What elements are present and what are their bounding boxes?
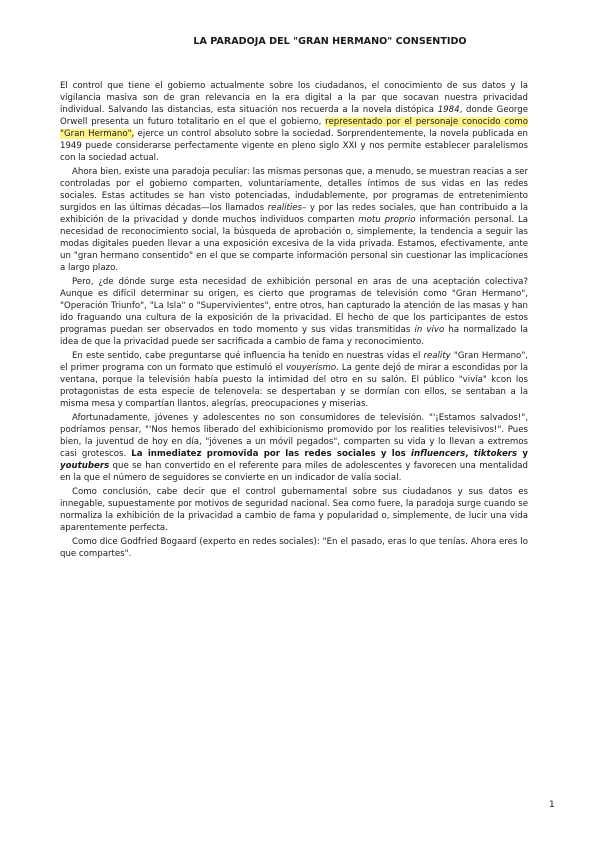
italic-term: motu proprio	[358, 215, 416, 225]
text-run: En este sentido, cabe preguntarse qué influencia ha tenido en nuestras vidas el	[72, 351, 424, 361]
text-run: ha normalizado la idea de que la privacidad puede ser sacrificada a cambio de fama y reconocimiento.	[60, 325, 528, 347]
bold-italic-term: tiktokers	[473, 449, 518, 459]
text-run: Afortunadamente, jóvenes y adolescentes no son consumidores de televisión. "'¡Estamos salvados!", podríamos pensar, "'Nos hemos liberado del exhibicionismo promovido por los realities televisivos!". Pues bien, la juventud de hoy en día, "jóvenes a un móvil pegados", comparten su vida y lo llevan a extremos casi grotescos.	[60, 413, 528, 459]
page-number: 1	[549, 800, 555, 810]
text-run: ejerce un control absoluto sobre la sociedad. Sorprendentemente, la novela publicada en 1949 puede considerarse perfectamente vigente en pleno siglo XXI y nos permite establecer paralelismos con la sociedad actual.	[60, 129, 528, 163]
paragraph-2	[60, 166, 528, 274]
text-run: El control que tiene el gobierno actualmente sobre los ciudadanos, el conocimiento de sus datos y la vigilancia masiva son de gran relevancia en la era digital a la par que socavan nuestra privacidad individual. Salvando las distancias, esta situación nos recuerda a la novela distópica	[60, 81, 528, 115]
novel-title: 1984	[437, 105, 460, 115]
bold-text: ,	[465, 449, 474, 459]
italic-term: reality	[423, 351, 451, 361]
text-run: que se han convertido en el referente para miles de adolescentes y favorecen una mentalidad en la que el número de seguidores se convierte en un indicador de valía social.	[60, 461, 528, 483]
paragraph-7: Como dice Godfried Bogaard (experto en redes sociales): "En el pasado, eras lo que tenías. Ahora eres lo que compartes".	[60, 537, 528, 559]
italic-term: vouyerismo	[285, 363, 337, 373]
bold-text: La inmediatez promovida por las redes sociales y los	[131, 449, 412, 459]
document-title: LA PARADOJA DEL "GRAN HERMANO" CONSENTIDO	[193, 36, 467, 47]
text-run: Pero, ¿de dónde surge esta necesidad de exhibición personal en aras de una aceptación colectiva? Aunque es difícil determinar su origen, es cierto que programas de televisión como "Gran Hermano", "Operación Triunfo", "La Isla" o "Supervivientes", entre otros, han capturado la atención de las masas y han ido fraguando una cultura de la exposición de la privacidad. El hecho de que los participantes de estos programas puedan ser observados en todo momento y sus vidas transmitidas	[60, 277, 528, 335]
bold-text: y	[517, 449, 529, 459]
paragraph-5	[60, 412, 528, 484]
italic-term: realities	[267, 203, 303, 213]
paragraph-3	[60, 276, 528, 348]
highlighted-text: representado por el personaje conocido como "Gran Hermano",	[60, 117, 528, 139]
text-run: . La gente dejó de mirar a escondidas por la ventana, porque la televisión había puesto la intimidad del otro en su salón. El público "vivía" kcon los protagonistas de esta especie de telenovela: se despertaban y se dormían con ellos, se sentaban a la misma mesa y compartían llantos, alegrías, preocupaciones y miserias.	[60, 363, 528, 409]
italic-term: in vivo	[414, 325, 445, 335]
paragraph-6: Como conclusión, cabe decir que el control gubernamental sobre sus ciudadanos y sus datos es innegable, supuestamente por motivos de seguridad nacional. Sea como fuere, la paradoja surge cuando se normaliza la exhibición de la privacidad a cambio de fama y popularidad o, simplemente, de lucir una vida aparentemente perfecta.	[60, 487, 528, 533]
paragraph-1	[60, 80, 528, 164]
text-run: "Gran Hermano", el primer programa con un formato que estimuló el	[60, 351, 529, 373]
text-run: Ahora bien, existe una paradoja peculiar: las mismas personas que, a menudo, se muestran reacias a ser controladas por el gobierno comparten, voluntariamente, detalles íntimos de sus vidas en las redes sociales. Estas actitudes se han visto potenciadas, indudablemente, por programas de entretenimiento surgidos en las últimas décadas—los llamados	[60, 167, 528, 213]
document-body	[60, 80, 528, 562]
bold-italic-term: youtubers	[60, 461, 110, 471]
bold-italic-term: influencers	[411, 449, 466, 459]
paragraph-4	[60, 350, 528, 410]
text-run: , donde George Orwell presenta un futuro totalitario en el que el gobierno,	[60, 105, 528, 127]
text-run: – y por las redes sociales, que han contribuido a la exhibición de la privacidad y donde muchos individuos comparten	[60, 203, 528, 225]
text-run: información personal. La necesidad de reconocimiento social, la búsqueda de aprobación o, simplemente, la tendencia a seguir las modas digitales pueden llevar a una exposición excesiva de la vida privada. Estamos, efectivamente, ante un "gran hermano consentido" en el que se comparte información personal sin cuestionar las implicaciones a largo plazo.	[60, 215, 528, 273]
